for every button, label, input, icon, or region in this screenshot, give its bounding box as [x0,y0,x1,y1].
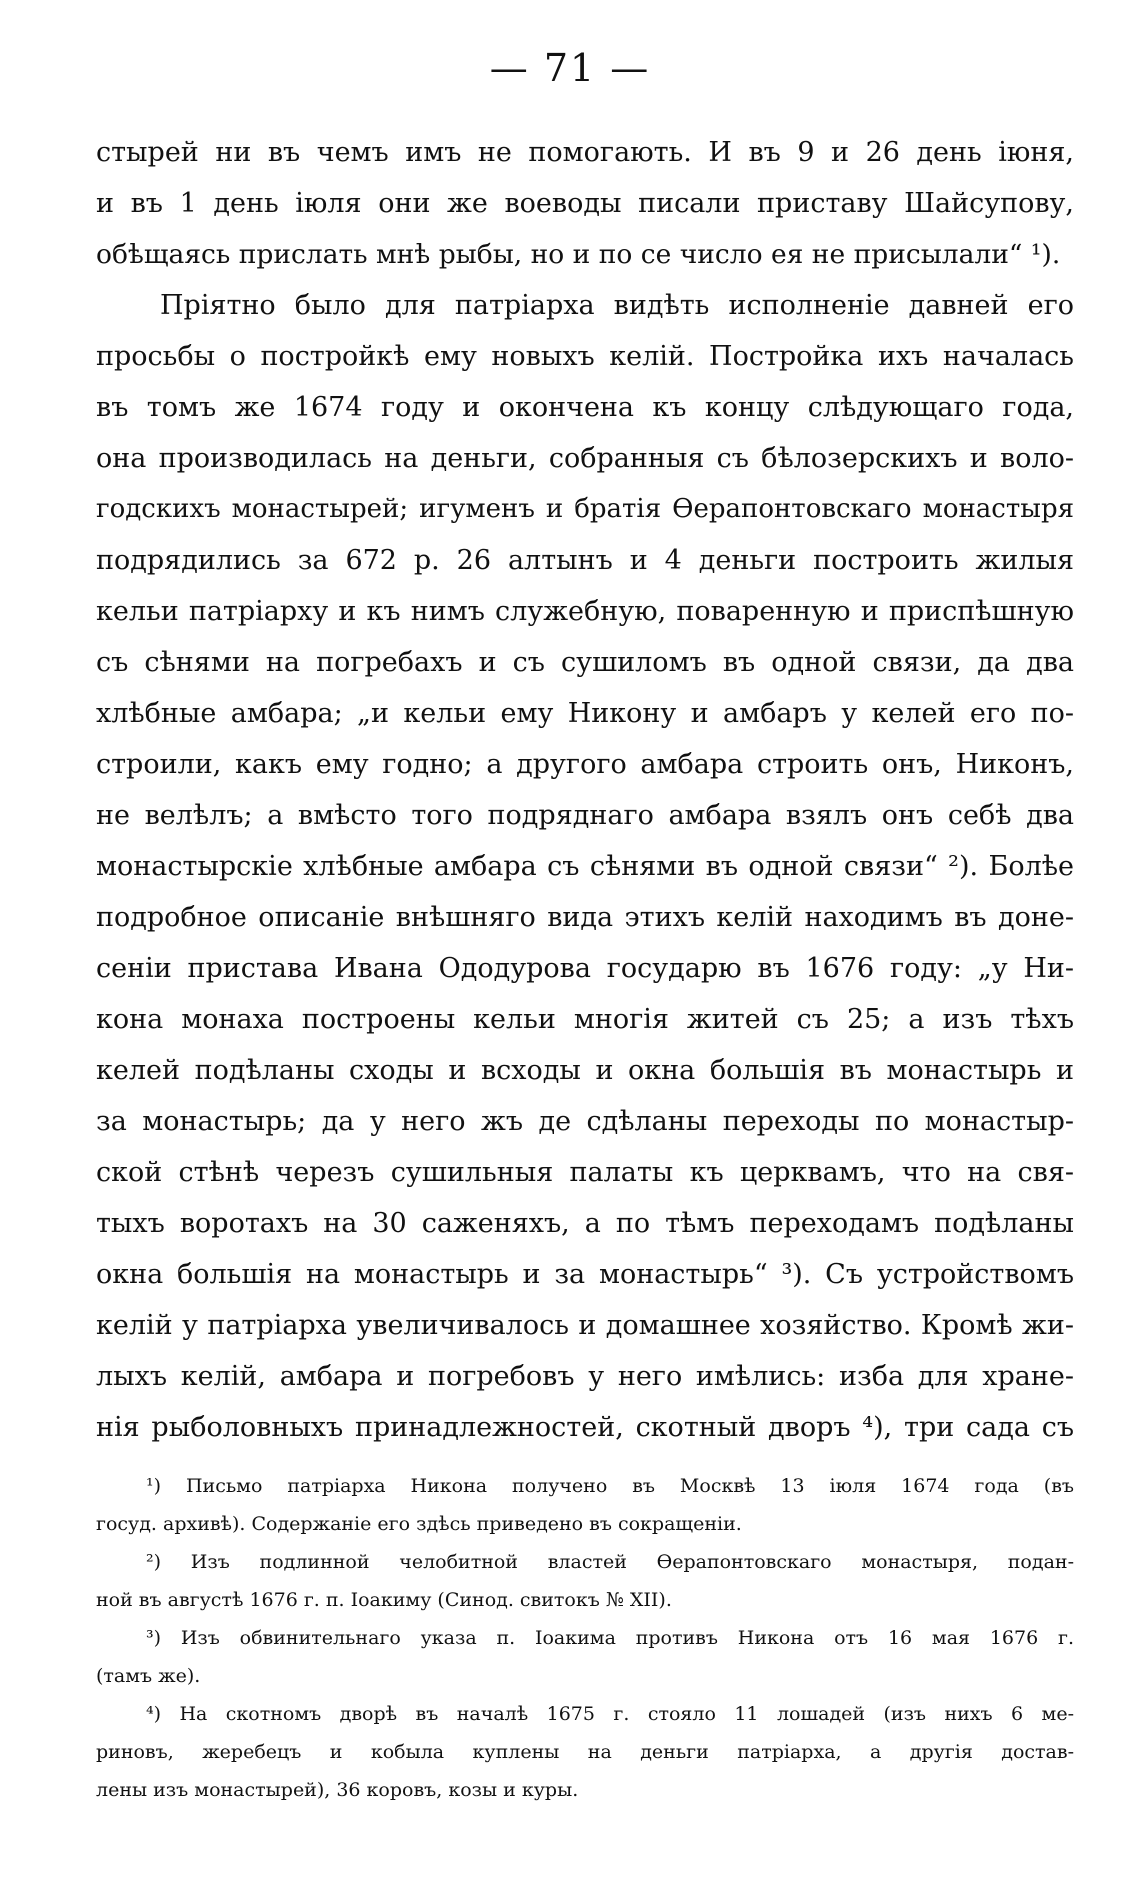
text-line: лыхъ келій, амбара и погребовъ у него имѣлись: изба для хране- [96,1361,1074,1392]
footnote-2 [96,1543,1074,1619]
footnote-line: (тамъ же). [96,1665,201,1687]
text-line: келій у патріарха увеличивалось и домашнее хозяйство. Кромѣ жи- [96,1310,1074,1341]
text-line: хлѣбные амбара; „и кельи ему Никону и амбаръ у келей его по- [96,698,1074,729]
text-line: подробное описаніе внѣшняго вида этихъ келій находимъ въ доне- [96,902,1074,933]
page-number: — 71 — [489,46,651,90]
text-line: въ томъ же 1674 году и окончена къ концу слѣдующаго года, [96,392,1074,423]
footnote-line: ⁴) На скотномъ дворѣ въ началѣ 1675 г. стояло 11 лошадей (изъ нихъ 6 ме- [146,1703,1074,1725]
text-line: стырей ни въ чемъ имъ не помогають. И въ 9 и 26 день іюня, [96,137,1074,168]
footnote-line: ¹) Письмо патріарха Никона получено въ Москвѣ 13 іюля 1674 года (въ [146,1475,1074,1497]
text-line: кельи патріарху и къ нимъ служебную, поваренную и приспѣшную [96,596,1074,627]
text-line: просьбы о постройкѣ ему новыхъ келій. Постройка ихъ началась [96,341,1074,372]
footnote-line: ³) Изъ обвинительнаго указа п. Іоакима противъ Никона отъ 16 мая 1676 г. [146,1627,1074,1649]
text-line: ской стѣнѣ черезъ сушильныя палаты къ церквамъ, что на свя- [96,1157,1074,1188]
footnote-line: госуд. архивѣ). Содержаніе его здѣсь приведено въ сокращеніи. [96,1513,742,1535]
footnote-line: ²) Изъ подлинной челобитной властей Ѳерапонтовскаго монастыря, подан- [146,1551,1074,1573]
text-line: не велѣлъ; а вмѣсто того подряднаго амбара взялъ онъ себѣ два [96,800,1074,831]
footnotes [96,1467,1074,1809]
footnote-line: лены изъ монастырей), 36 коровъ, козы и куры. [96,1779,579,1801]
text-line: тыхъ воротахъ на 30 саженяхъ, а по тѣмъ переходамъ подѣланы [96,1208,1074,1239]
footnote-1 [96,1467,1074,1543]
text-line: монастырскіе хлѣбные амбара съ сѣнями въ одной связи“ ²). Болѣе [96,851,1074,882]
text-line: келей подѣланы сходы и всходы и окна большія въ монастырь и [96,1055,1074,1086]
text-line: обѣщаясь прислать мнѣ рыбы, но и по се число ея не присылали“ ¹). [96,239,1061,270]
text-line: за монастырь; да у него жъ де сдѣланы переходы по монастыр- [96,1106,1074,1137]
text-line: строили, какъ ему годно; а другого амбара строить онъ, Никонъ, [96,749,1074,780]
footnote-line: ной въ августѣ 1676 г. п. Іоакиму (Синод. свитокъ № XII). [96,1589,672,1611]
footnote-4 [96,1695,1074,1809]
text-line: кона монаха построены кельи многія житей съ 25; а изъ тѣхъ [96,1004,1074,1035]
text-line: нія рыболовныхъ принадлежностей, скотный дворъ ⁴), три сада съ [96,1412,1074,1443]
footnote-line: риновъ, жеребецъ и кобыла куплены на деньги патріарха, а другія достав- [96,1741,1074,1763]
text-line: и въ 1 день іюля они же воеводы писали приставу Шайсупову, [96,188,1074,219]
footnote-3 [96,1619,1074,1695]
text-line: съ сѣнями на погребахъ и съ сушиломъ въ одной связи, да два [96,647,1074,678]
text-line: подрядились за 672 р. 26 алтынъ и 4 деньги построить жилыя [96,545,1074,576]
text-line: она производилась на деньги, собранныя съ бѣлозерскихъ и воло- [96,443,1074,474]
text-line: окна большія на монастырь и за монастырь“ ³). Съ устройствомъ [96,1259,1074,1290]
main-text [96,127,1074,1453]
paragraph-first-line: Пріятно было для патріарха видѣть исполненіе давней его [160,290,1074,321]
text-line: сеніи пристава Ивана Ододурова государю въ 1676 году: „у Ни- [96,953,1074,984]
text-line: годскихъ монастырей; игуменъ и братія Ѳерапонтовскаго монастыря [96,494,1074,524]
